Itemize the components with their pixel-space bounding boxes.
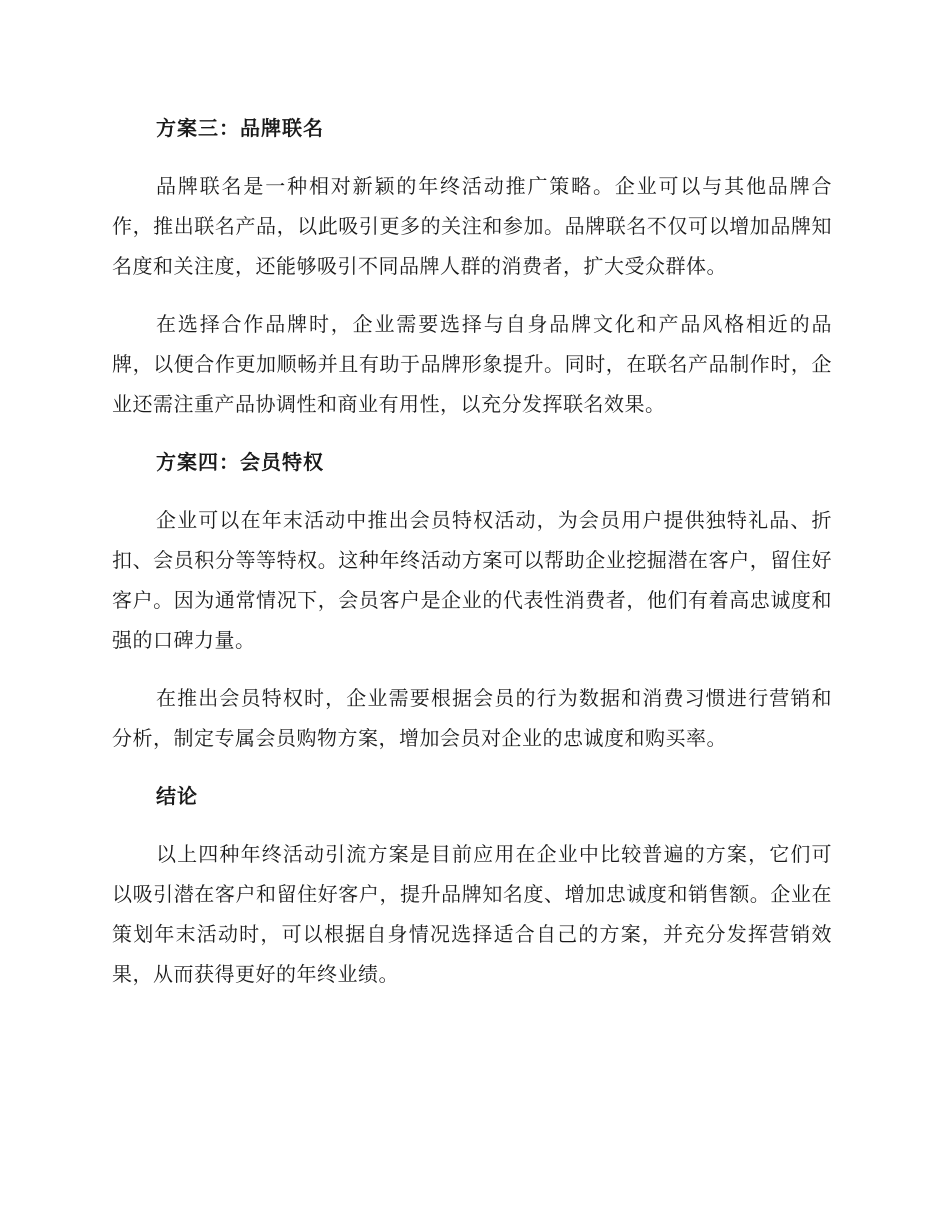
paragraph: 品牌联名是一种相对新颖的年终活动推广策略。企业可以与其他品牌合作，推出联名产品，以此吸引更多的关注和参加。品牌联名不仅可以增加品牌知名度和关注度，还能够吸引不同品牌人群的消费者，扩大受众群体。: [112, 174, 832, 278]
paragraph: 以上四种年终活动引流方案是目前应用在企业中比较普遍的方案，它们可以吸引潜在客户和留住好客户，提升品牌知名度、增加忠诚度和销售额。企业在策划年末活动时，可以根据自身情况选择适合自己的方案，并充分发挥营销效果，从而获得更好的年终业绩。: [112, 842, 832, 986]
section-heading-plan-3: 方案三：品牌联名: [156, 116, 324, 140]
paragraph: 企业可以在年末活动中推出会员特权活动，为会员用户提供独特礼品、折扣、会员积分等等特权。这种年终活动方案可以帮助企业挖掘潜在客户，留住好客户。因为通常情况下，会员客户是企业的代表性消费者，他们有着高忠诚度和强的口碑力量。: [112, 508, 832, 652]
section-heading-conclusion: 结论: [156, 784, 198, 808]
paragraph: 在推出会员特权时，企业需要根据会员的行为数据和消费习惯进行营销和分析，制定专属会员购物方案，增加会员对企业的忠诚度和购买率。: [112, 686, 832, 750]
paragraph: 在选择合作品牌时，企业需要选择与自身品牌文化和产品风格相近的品牌，以便合作更加顺畅并且有助于品牌形象提升。同时，在联名产品制作时，企业还需注重产品协调性和商业有用性，以充分发挥联名效果。: [112, 312, 832, 416]
section-heading-plan-4: 方案四：会员特权: [156, 450, 324, 474]
document-page: [112, 108, 832, 1012]
